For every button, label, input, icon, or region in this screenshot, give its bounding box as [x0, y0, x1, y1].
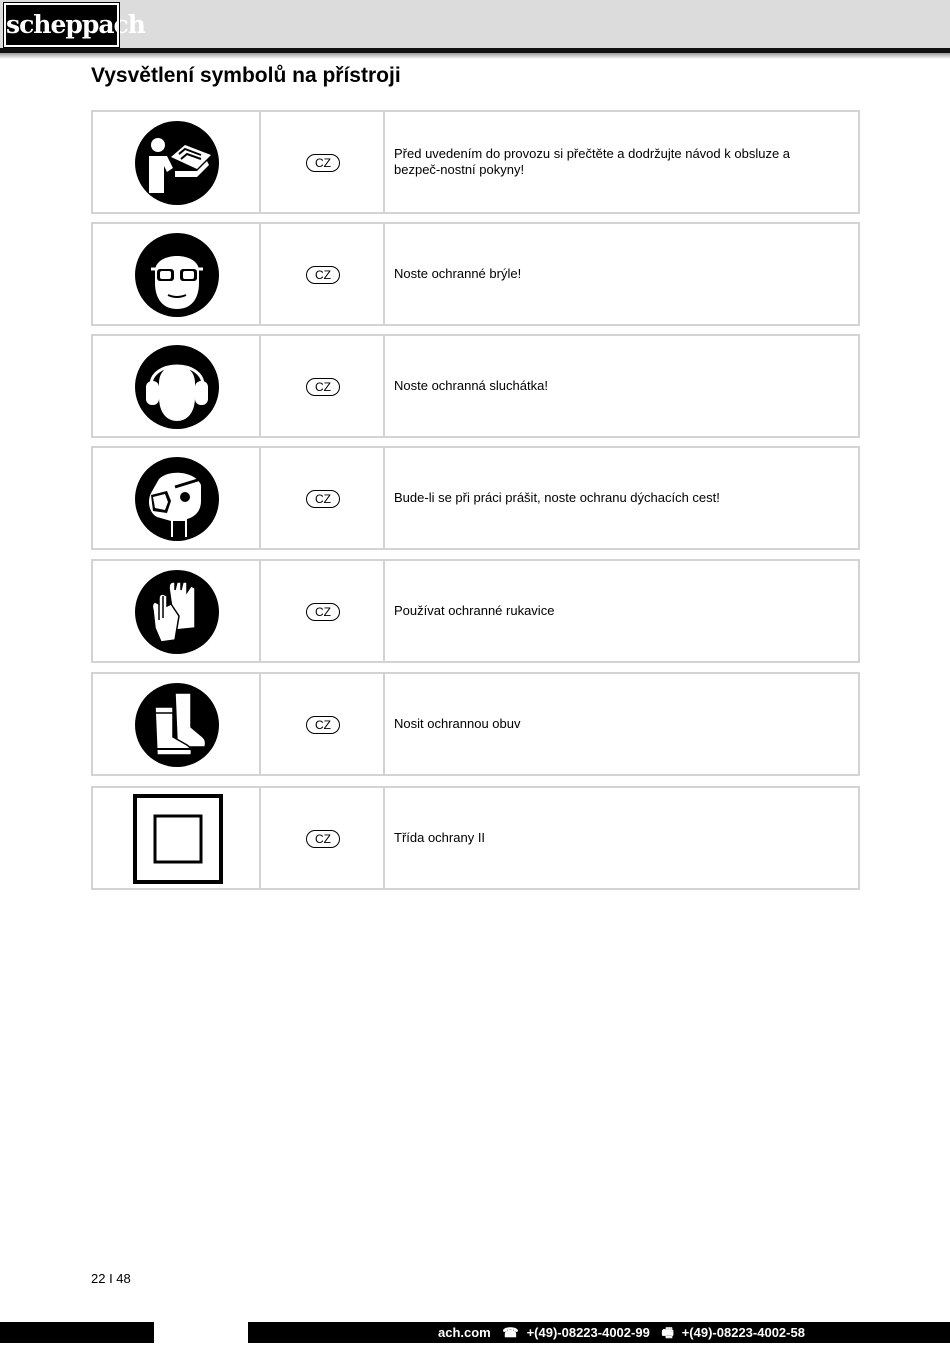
symbol-row: [91, 334, 860, 438]
symbol-icon-cell: [93, 112, 261, 212]
scheppach-logo: scheppach: [4, 3, 119, 47]
language-badge: CZ: [306, 266, 340, 284]
language-cell: [261, 336, 385, 436]
symbol-description-text: Noste ochranné brýle!: [394, 266, 522, 281]
protection-class-ii-icon: [133, 794, 223, 884]
language-badge: CZ: [306, 154, 340, 172]
language-cell: [261, 561, 385, 661]
symbol-description-text: Bude-li se při práci prášit, noste ochranu dýchacích cest!: [394, 490, 720, 505]
phone-icon: ☎: [502, 1325, 519, 1340]
dust-mask-icon: [135, 457, 219, 541]
safety-boots-icon: [135, 683, 219, 767]
symbol-description: [385, 788, 858, 888]
symbol-row: [91, 446, 860, 550]
page-header: [0, 0, 950, 50]
footer-phone: +(49)-08223-4002-99: [526, 1325, 650, 1340]
page-footer: [0, 1322, 950, 1343]
language-cell: [261, 788, 385, 888]
symbol-description: [385, 674, 858, 774]
footer-website[interactable]: ach.com: [438, 1325, 491, 1340]
protective-gloves-icon: [135, 570, 219, 654]
page-title: Vysvětlení symbolů na přístroji: [91, 64, 401, 87]
symbol-row: [91, 786, 860, 890]
symbol-description: [385, 112, 858, 212]
language-cell: [261, 112, 385, 212]
symbol-row: [91, 559, 860, 663]
symbol-description-text: Používat ochranné rukavice: [394, 603, 555, 618]
header-shadow: [0, 53, 950, 59]
language-badge: CZ: [306, 716, 340, 734]
symbol-icon-cell: [93, 674, 261, 774]
symbol-row: [91, 110, 860, 214]
ear-protection-icon: [135, 345, 219, 429]
footer-fax: +(49)-08223-4002-58: [681, 1325, 805, 1340]
symbol-icon-cell: [93, 448, 261, 548]
fax-icon: 🖷: [661, 1325, 674, 1340]
language-badge: CZ: [306, 830, 340, 848]
symbol-description: [385, 224, 858, 324]
symbol-description-text: Nosit ochrannou obuv: [394, 716, 521, 731]
symbol-row: [91, 222, 860, 326]
page-number: 22 I 48: [91, 1271, 131, 1286]
symbol-icon-cell: [93, 224, 261, 324]
symbol-description: [385, 336, 858, 436]
safety-goggles-icon: [135, 233, 219, 317]
language-badge: CZ: [306, 603, 340, 621]
language-badge: CZ: [306, 378, 340, 396]
language-badge: CZ: [306, 490, 340, 508]
symbol-description-text: Před uvedením do provozu si přečtěte a dodržujte návod k obsluze a bezpeč-nostní pokyny!: [394, 146, 791, 177]
footer-contact: [438, 1322, 813, 1343]
footer-gap: [154, 1322, 248, 1343]
symbol-description-text: Noste ochranná sluchátka!: [394, 378, 548, 393]
language-cell: [261, 674, 385, 774]
language-cell: [261, 224, 385, 324]
symbol-description-text: Třída ochrany II: [394, 830, 486, 845]
symbol-description: [385, 448, 858, 548]
symbol-description: [385, 561, 858, 661]
symbol-icon-cell: [93, 336, 261, 436]
symbol-icon-cell: [93, 788, 261, 888]
read-manual-icon: [135, 121, 219, 205]
language-cell: [261, 448, 385, 548]
symbol-row: [91, 672, 860, 776]
symbol-icon-cell: [93, 561, 261, 661]
